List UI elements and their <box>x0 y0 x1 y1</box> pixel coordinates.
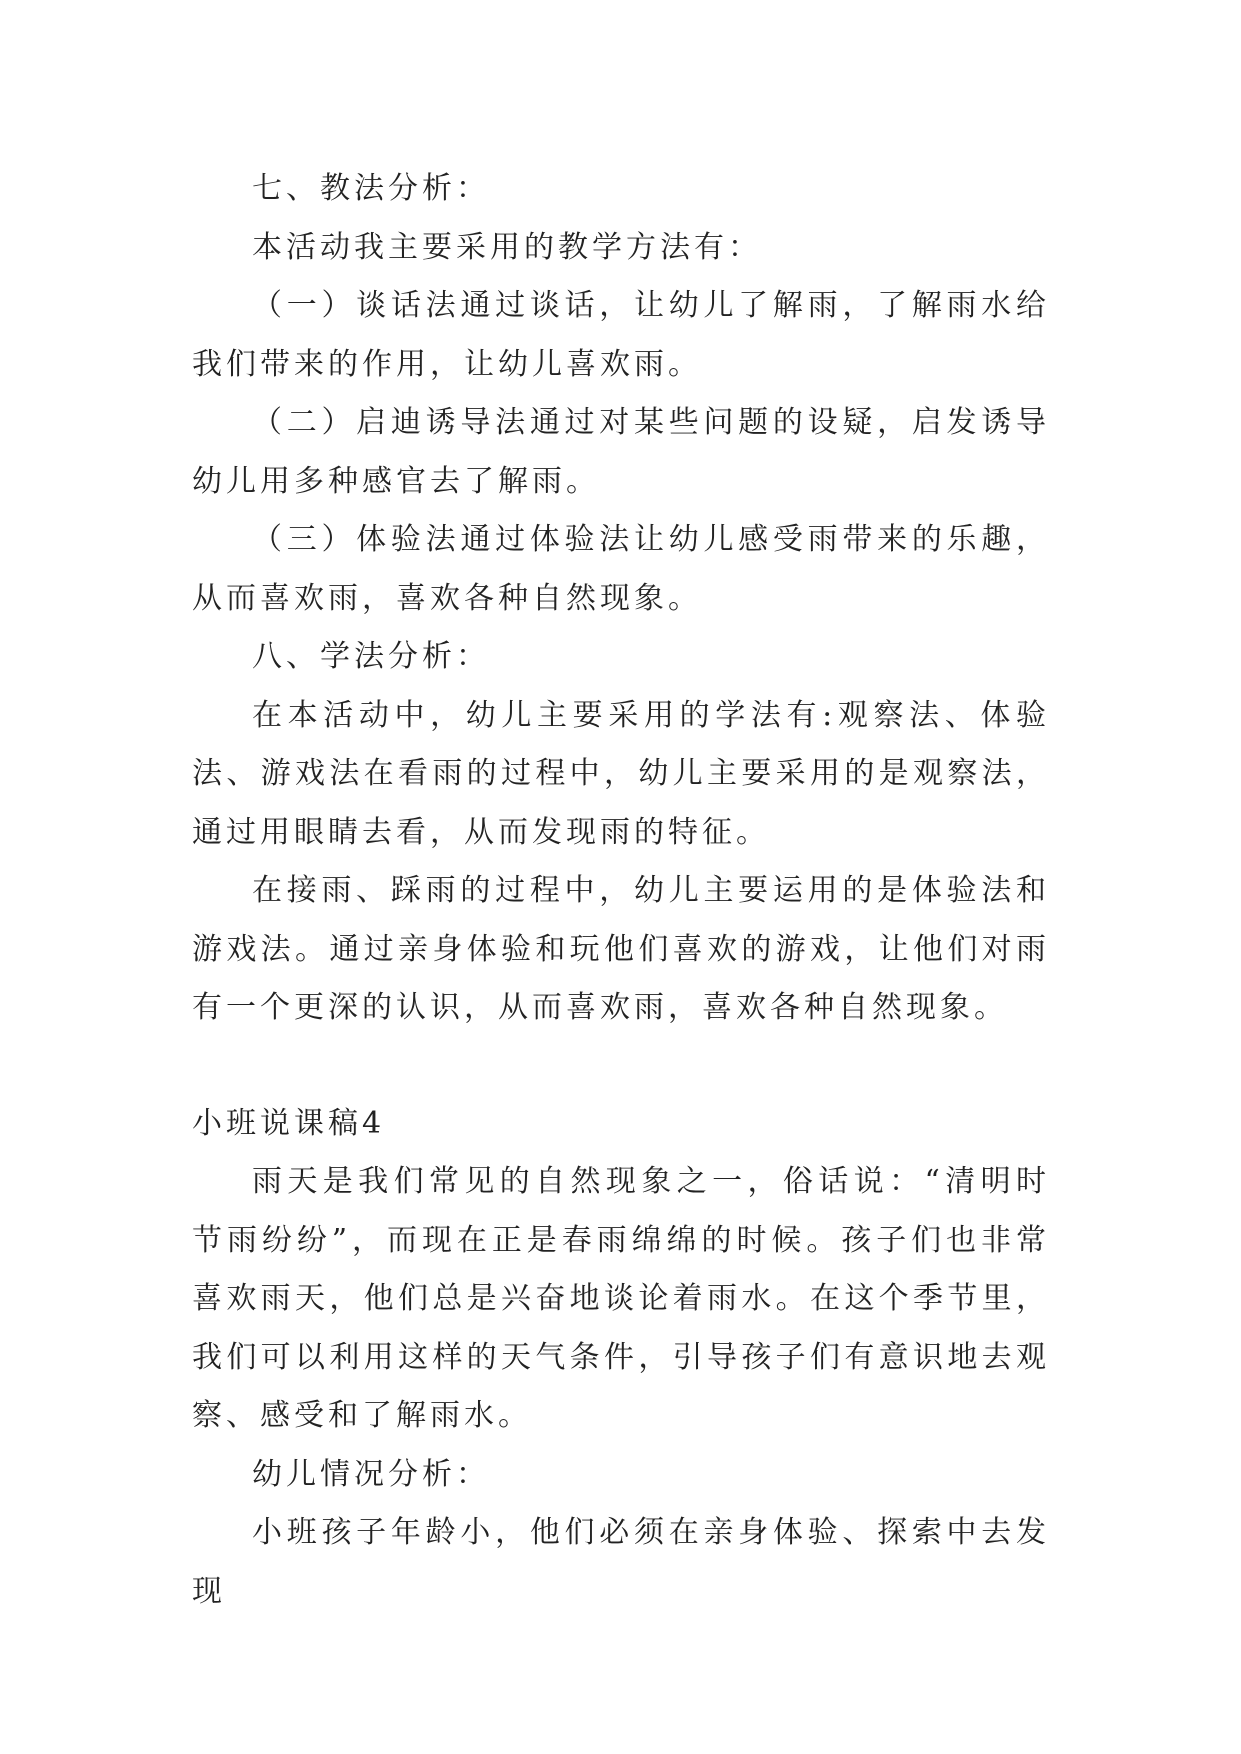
heading-child-situation-analysis: 幼儿情况分析： <box>252 1456 490 1492</box>
paragraph-catching-rain: 在接雨、踩雨的过程中，幼儿主要运用的是体验法和游戏法。通过亲身体验和玩他们喜欢的游戏，让他们对雨有一个更深的认识，从而喜欢雨，喜欢各种自然现象。 <box>192 873 1050 1025</box>
section-title: 小班说课稿4 <box>192 1105 386 1141</box>
paragraph-teaching-methods-intro: 本活动我主要采用的教学方法有： <box>252 229 762 265</box>
paragraph-method-conversation: （一）谈话法通过谈话，让幼儿了解雨，了解雨水给我们带来的作用，让幼儿喜欢雨。 <box>192 288 1050 382</box>
heading-learning-method-analysis: 八、学法分析： <box>252 639 490 674</box>
document-body <box>192 160 1050 1621</box>
paragraph-rainy-day-intro: 雨天是我们常见的自然现象之一，俗话说：“清明时节雨纷纷”，而现在正是春雨绵绵的时候。孩子们也非常喜欢雨天，他们总是兴奋地谈论着雨水。在这个季节里，我们可以利用这样的天气条件，引导孩子们有意识地去观察、感受和了解雨水。 <box>192 1164 1050 1433</box>
paragraph-small-class-children: 小班孩子年龄小，他们必须在亲身体验、探索中去发现 <box>192 1515 1050 1609</box>
heading-teaching-method-analysis: 七、教法分析： <box>252 171 490 206</box>
paragraph-method-experience: （三）体验法通过体验法让幼儿感受雨带来的乐趣，从而喜欢雨，喜欢各种自然现象。 <box>192 522 1050 616</box>
paragraph-learning-methods: 在本活动中，幼儿主要采用的学法有:观察法、体验法、游戏法在看雨的过程中，幼儿主要采用的是观察法，通过用眼睛去看，从而发现雨的特征。 <box>192 697 1050 850</box>
paragraph-method-inspiration: （二）启迪诱导法通过对某些问题的设疑，启发诱导幼儿用多种感官去了解雨。 <box>192 405 1050 499</box>
